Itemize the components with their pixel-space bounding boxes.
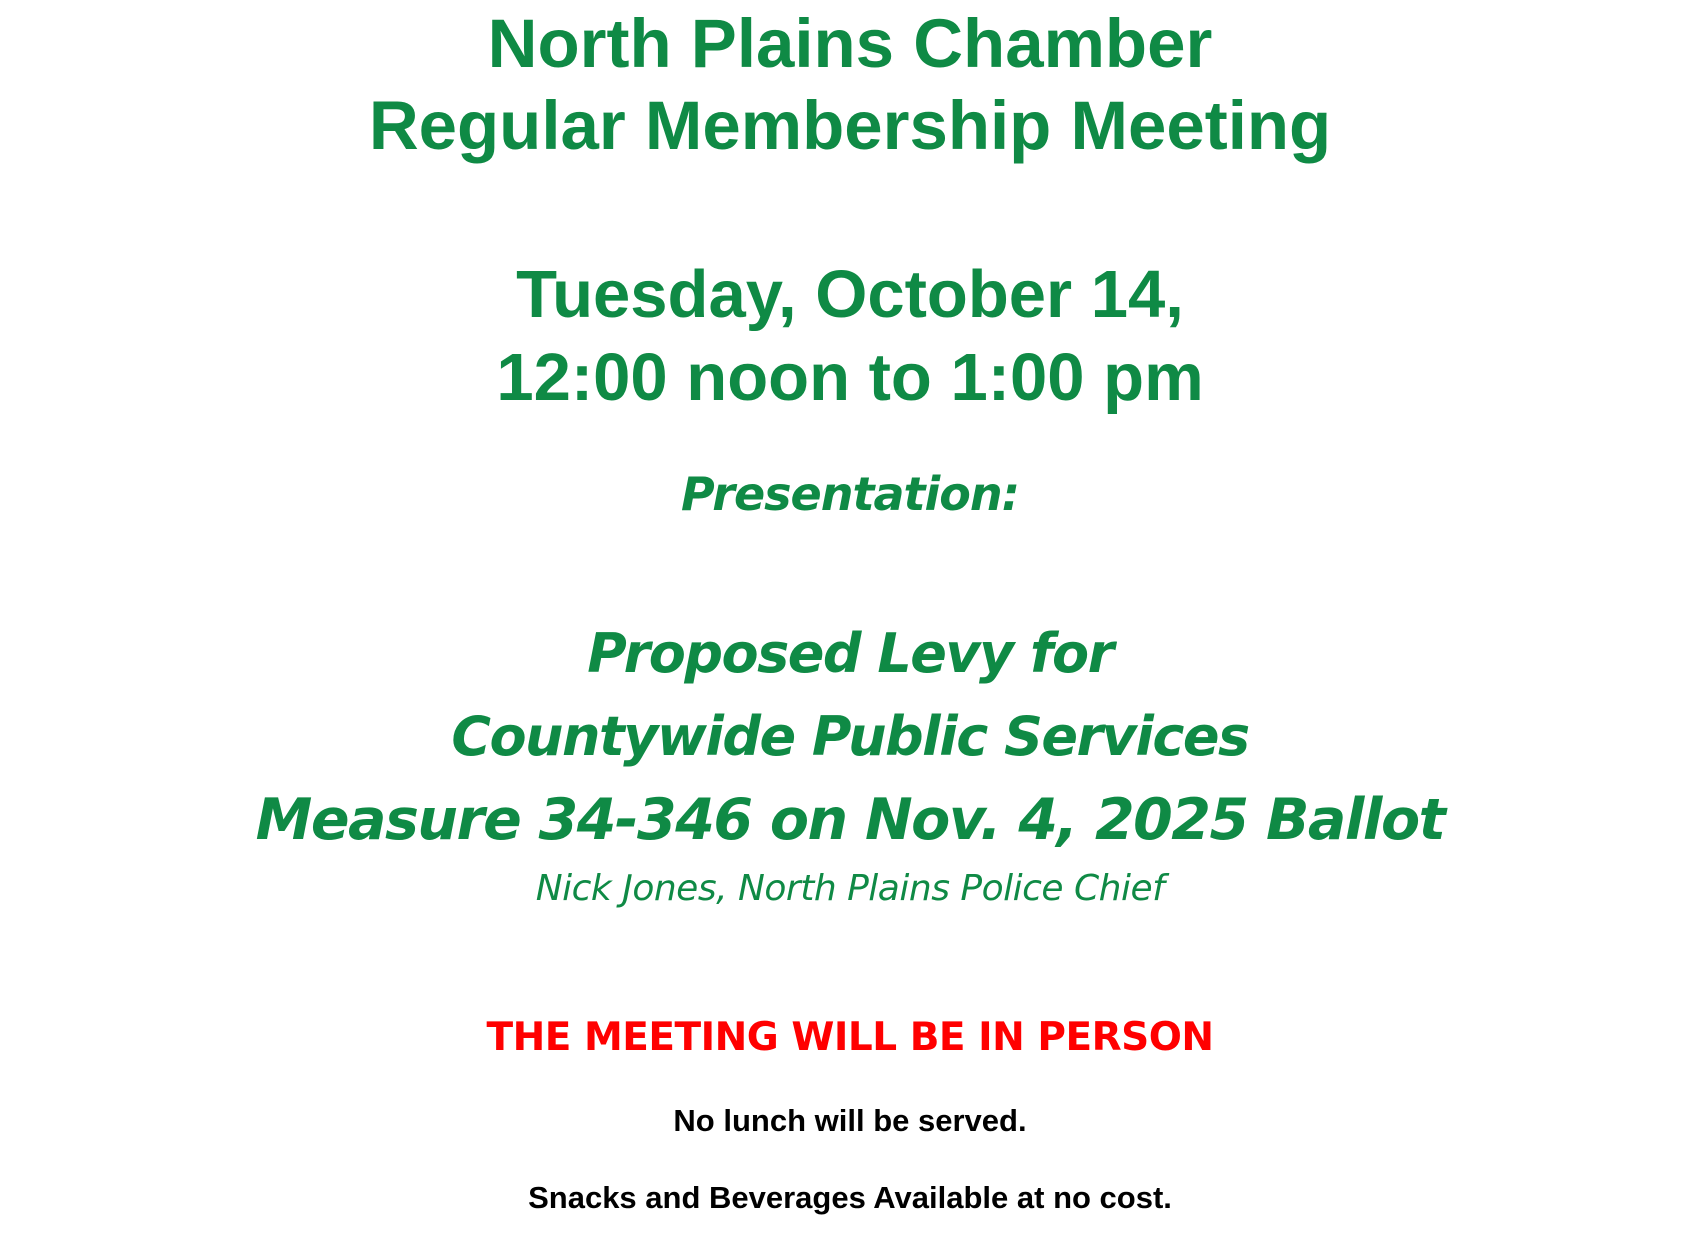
- meeting-name: Regular Membership Meeting: [368, 87, 1332, 164]
- lunch-notice: No lunch will be served.: [673, 1103, 1027, 1138]
- presentation-title-line-1: Proposed Levy for: [587, 622, 1113, 685]
- presentation-label: Presentation:: [680, 467, 1020, 521]
- in-person-notice: THE MEETING WILL BE IN PERSON: [486, 1015, 1214, 1060]
- org-name: North Plains Chamber: [487, 5, 1213, 82]
- presentation-title-line-2: Countywide Public Services: [451, 705, 1249, 768]
- presenter-name: Nick Jones, North Plains Police Chief: [535, 868, 1165, 909]
- presentation-title-line-3: Measure 34-346 on Nov. 4, 2025 Ballot: [255, 787, 1445, 853]
- meeting-time: 12:00 noon to 1:00 pm: [496, 340, 1204, 415]
- meeting-date: Tuesday, October 14,: [516, 257, 1184, 332]
- snacks-notice: Snacks and Beverages Available at no cost.: [528, 1180, 1172, 1215]
